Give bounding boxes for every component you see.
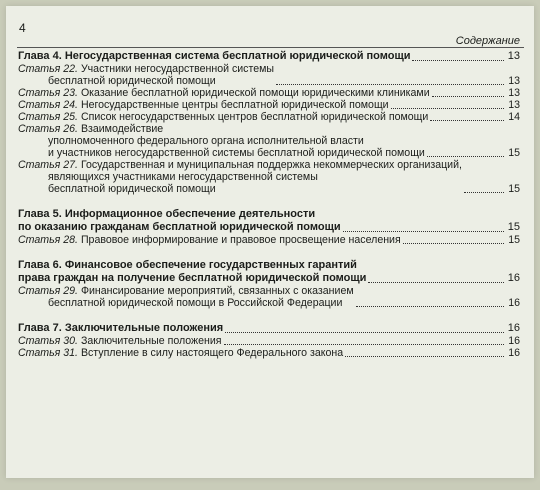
toc-entry-chapter-6 bbox=[18, 259, 520, 285]
dot-leader bbox=[225, 332, 504, 333]
article-title: Участники негосударственной системы bbox=[80, 63, 274, 75]
article-title: Заключительные положения bbox=[80, 335, 222, 347]
page-ref: 16 bbox=[508, 347, 520, 359]
page-ref: 15 bbox=[508, 234, 520, 246]
chapter-title: Глава 5. Информационное обеспечение деятельности bbox=[18, 208, 316, 220]
page-ref: 15 bbox=[508, 147, 520, 159]
page-ref: 13 bbox=[507, 50, 520, 62]
table-of-contents bbox=[18, 50, 520, 359]
article-prefix: Статья 24. bbox=[18, 99, 78, 111]
page-ref: 16 bbox=[508, 335, 520, 347]
article-title: Государственная и муниципальная поддержка некоммерческих организаций, bbox=[80, 159, 462, 171]
dot-leader bbox=[224, 344, 504, 345]
article-prefix: Статья 28. bbox=[18, 234, 78, 246]
dot-leader bbox=[356, 306, 504, 307]
article-title: Правовое информирование и правовое просвещение населения bbox=[80, 234, 401, 246]
chapter-title-cont: права граждан на получение бесплатной юридической помощи bbox=[18, 272, 367, 284]
page-ref: 13 bbox=[508, 75, 520, 87]
chapter-4 bbox=[18, 50, 520, 195]
article-prefix: Статья 31. bbox=[18, 347, 78, 359]
toc-entry-article-25 bbox=[18, 111, 520, 123]
page-ref: 13 bbox=[508, 99, 520, 111]
page-ref: 14 bbox=[508, 111, 520, 123]
article-title-cont: бесплатной юридической помощи bbox=[48, 75, 216, 87]
article-title: Оказание бесплатной юридической помощи юридическими клиниками bbox=[80, 87, 430, 99]
book-page bbox=[6, 6, 534, 478]
article-prefix: Статья 22. bbox=[18, 63, 78, 75]
article-title: Список негосударственных центров бесплатной юридической помощи bbox=[80, 111, 429, 123]
dot-leader bbox=[276, 84, 504, 85]
page-ref: 16 bbox=[507, 272, 520, 284]
dot-leader bbox=[430, 120, 504, 121]
dot-leader bbox=[403, 243, 504, 244]
article-title: Негосударственные центры бесплатной юридической помощи bbox=[80, 99, 389, 111]
page-ref: 13 bbox=[508, 87, 520, 99]
toc-entry-chapter-4 bbox=[18, 50, 520, 63]
chapter-title: Глава 4. Негосударственная система бесплатной юридической помощи bbox=[18, 50, 411, 62]
article-prefix: Статья 23. bbox=[18, 87, 78, 99]
toc-entry-article-30 bbox=[18, 335, 520, 347]
dot-leader bbox=[464, 192, 504, 193]
toc-entry-chapter-7 bbox=[18, 322, 520, 335]
article-title-cont: являющихся участниками негосударственной системы bbox=[48, 171, 318, 183]
toc-entry-article-31 bbox=[18, 347, 520, 359]
dot-leader bbox=[432, 96, 504, 97]
article-title: Вступление в силу настоящего Федерального закона bbox=[80, 347, 344, 359]
article-prefix: Статья 29. bbox=[18, 285, 78, 297]
toc-entry-article-27 bbox=[18, 159, 520, 195]
toc-entry-article-23 bbox=[18, 87, 520, 99]
article-prefix: Статья 25. bbox=[18, 111, 78, 123]
dot-leader bbox=[391, 108, 504, 109]
chapter-title: Глава 7. Заключительные положения bbox=[18, 322, 224, 334]
toc-entry-chapter-5 bbox=[18, 208, 520, 234]
chapter-5 bbox=[18, 208, 520, 246]
running-header: Содержание bbox=[455, 35, 520, 47]
toc-entry-article-24 bbox=[18, 99, 520, 111]
article-prefix: Статья 30. bbox=[18, 335, 78, 347]
toc-entry-article-28 bbox=[18, 234, 520, 246]
toc-entry-article-29 bbox=[18, 285, 520, 309]
article-title-cont: и участников негосударственной системы бесплатной юридической помощи bbox=[48, 147, 425, 159]
article-title: Финансирование мероприятий, связанных с оказанием bbox=[80, 285, 354, 297]
article-title-cont: бесплатной юридической помощи в Российской Федерации bbox=[48, 297, 343, 309]
header-rule bbox=[17, 47, 524, 48]
article-title: Взаимодействие bbox=[80, 123, 164, 135]
toc-entry-article-22 bbox=[18, 63, 520, 87]
chapter-title: Глава 6. Финансовое обеспечение государственных гарантий bbox=[18, 259, 357, 271]
dot-leader bbox=[368, 282, 504, 283]
dot-leader bbox=[345, 356, 504, 357]
chapter-title-cont: по оказанию гражданам бесплатной юридической помощи bbox=[18, 221, 341, 233]
page-ref: 16 bbox=[507, 322, 520, 334]
dot-leader bbox=[412, 60, 504, 61]
page-number: 4 bbox=[19, 21, 26, 35]
toc-entry-article-26 bbox=[18, 123, 520, 159]
dot-leader bbox=[343, 231, 504, 232]
chapter-7 bbox=[18, 322, 520, 359]
page-ref: 15 bbox=[507, 221, 520, 233]
chapter-6 bbox=[18, 259, 520, 309]
dot-leader bbox=[427, 156, 504, 157]
article-title-cont: уполномоченного федерального органа исполнительной власти bbox=[48, 135, 364, 147]
page-ref: 16 bbox=[508, 297, 520, 309]
article-prefix: Статья 26. bbox=[18, 123, 78, 135]
article-prefix: Статья 27. bbox=[18, 159, 78, 171]
article-title-cont: бесплатной юридической помощи bbox=[48, 183, 216, 195]
page-ref: 15 bbox=[508, 183, 520, 195]
